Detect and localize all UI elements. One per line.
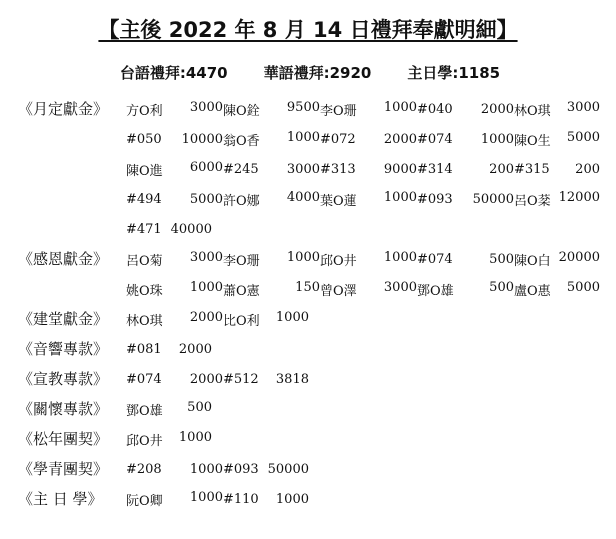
page-title	[0, 14, 616, 44]
donation-amount: 1000	[480, 131, 514, 147]
donation-amount: 2000	[189, 309, 223, 325]
donation-amount: 5000	[189, 191, 223, 207]
donor-name: 鄧O雄	[417, 283, 454, 299]
donation-amount: 1000	[383, 189, 417, 205]
donation-amount: 2000	[189, 371, 223, 387]
donation-amount: 1000	[189, 279, 223, 295]
donor-name: 陳O生	[514, 133, 551, 149]
offering-section	[0, 244, 616, 304]
donation-amount: 3000	[189, 249, 223, 265]
entry-row	[126, 484, 616, 514]
entry-row	[126, 244, 616, 274]
entry-row	[126, 454, 616, 484]
donation-entry	[417, 192, 514, 207]
section-label: 《音響專款》	[18, 340, 109, 358]
donation-entry	[126, 280, 223, 299]
donation-amount: 20000	[558, 249, 600, 265]
donation-entry	[223, 372, 309, 387]
donor-name: #315	[514, 161, 550, 177]
donor-name: #093	[417, 191, 453, 207]
donation-amount: 3000	[566, 99, 600, 115]
donation-amount: 50000	[472, 191, 514, 207]
donor-name: 林O琪	[126, 313, 163, 329]
donation-entry	[320, 250, 417, 269]
donation-amount: 5000	[566, 129, 600, 145]
donation-amount: 1000	[286, 249, 320, 265]
donor-name: #040	[417, 101, 453, 117]
donation-entry	[320, 280, 417, 299]
offering-section	[0, 94, 616, 244]
donor-name: 陳O銓	[223, 103, 260, 119]
donor-name: 邱O井	[126, 433, 163, 449]
donation-entry	[320, 162, 417, 177]
donor-name: 陳O進	[126, 163, 163, 179]
entry-row	[126, 364, 616, 394]
donor-name: 盧O惠	[514, 283, 551, 299]
donor-name: 葉O蓮	[320, 193, 357, 209]
attendance-summary	[100, 62, 520, 83]
donor-name: 方O利	[126, 103, 163, 119]
entry-row	[126, 394, 616, 424]
donation-amount: 1000	[383, 249, 417, 265]
donation-amount: 9500	[286, 99, 320, 115]
donation-entry	[223, 310, 309, 329]
donation-amount: 2000	[480, 101, 514, 117]
donation-amount: 1000	[383, 99, 417, 115]
donation-amount: 150	[295, 279, 320, 295]
donation-entry	[514, 250, 600, 269]
donor-name: 曾O澤	[320, 283, 357, 299]
summary-taiwanese-service: 台語禮拜:4470	[119, 64, 228, 82]
donor-name: #074	[417, 251, 453, 267]
donation-entry	[126, 310, 223, 329]
donation-amount: 10000	[181, 131, 223, 147]
donor-name: #050	[126, 131, 162, 147]
summary-mandarin-service: 華語禮拜:2920	[263, 64, 372, 82]
donor-name: 李O珊	[320, 103, 357, 119]
donation-entry	[126, 462, 223, 477]
donation-entry	[126, 192, 223, 207]
offering-section	[0, 334, 616, 364]
donation-amount: 500	[187, 399, 212, 415]
summary-sunday-school: 主日學:1185	[407, 64, 501, 82]
donation-entry	[126, 132, 223, 147]
section-label: 《主 日 學》	[18, 490, 103, 508]
section-rows	[126, 454, 616, 484]
donation-amount: 3000	[286, 161, 320, 177]
donation-entry	[514, 190, 600, 209]
offering-sections	[0, 94, 616, 514]
donation-amount: 50000	[267, 461, 309, 477]
offering-section	[0, 454, 616, 484]
donation-entry	[223, 492, 309, 507]
donation-entry	[126, 372, 223, 387]
section-label: 《關懷專款》	[18, 400, 109, 418]
donor-name: 林O琪	[514, 103, 551, 119]
offering-section	[0, 364, 616, 394]
donor-name: 蕭O憲	[223, 283, 260, 299]
donor-name: #512	[223, 371, 259, 387]
donor-name: #110	[223, 491, 259, 507]
section-rows	[126, 484, 616, 514]
donation-amount: 6000	[189, 159, 223, 175]
donation-entry	[320, 132, 417, 147]
donor-name: #074	[126, 371, 162, 387]
title-text: 【主後 2022 年 8 月 14 日禮拜奉獻明細】	[98, 18, 518, 42]
entry-row	[126, 154, 616, 184]
entry-row	[126, 214, 616, 244]
donation-amount: 2000	[178, 341, 212, 357]
donation-entry	[514, 100, 600, 119]
entry-row	[126, 334, 616, 364]
donation-amount: 1000	[275, 491, 309, 507]
section-rows	[126, 424, 616, 454]
offering-section	[0, 484, 616, 514]
donor-name: 姚O珠	[126, 283, 163, 299]
donor-name: 許O娜	[223, 193, 260, 209]
donation-amount: 3000	[189, 99, 223, 115]
section-rows	[126, 364, 616, 394]
donation-entry	[417, 162, 514, 177]
donation-amount: 3818	[275, 371, 309, 387]
entry-row	[126, 184, 616, 214]
donation-amount: 2000	[383, 131, 417, 147]
section-rows	[126, 394, 616, 424]
section-label: 《松年團契》	[18, 430, 109, 448]
donation-amount: 1000	[275, 309, 309, 325]
donor-name: #074	[417, 131, 453, 147]
section-label: 《學青團契》	[18, 460, 109, 478]
donor-name: #208	[126, 461, 162, 477]
donor-name: 比O利	[223, 313, 260, 329]
donor-name: 陳O白	[514, 253, 551, 269]
donor-name: 翁O香	[223, 133, 260, 149]
donor-name: #081	[126, 341, 162, 357]
donation-entry	[223, 190, 320, 209]
donation-amount: 500	[489, 251, 514, 267]
donor-name: #093	[223, 461, 259, 477]
section-rows	[126, 304, 616, 334]
donation-entry	[417, 132, 514, 147]
donation-entry	[126, 400, 212, 419]
entry-row	[126, 124, 616, 154]
entry-row	[126, 94, 616, 124]
donation-amount: 500	[489, 279, 514, 295]
donation-entry	[126, 222, 212, 237]
donation-amount: 200	[575, 161, 600, 177]
donation-entry	[417, 252, 514, 267]
donation-entry	[417, 102, 514, 117]
donation-entry	[126, 160, 223, 179]
section-rows	[126, 244, 616, 304]
donation-entry	[417, 280, 514, 299]
donation-entry	[514, 130, 600, 149]
donation-entry	[223, 462, 309, 477]
donation-entry	[320, 190, 417, 209]
offering-section	[0, 304, 616, 334]
section-rows	[126, 94, 616, 244]
donation-amount: 9000	[383, 161, 417, 177]
donor-name: #313	[320, 161, 356, 177]
donation-entry	[126, 342, 212, 357]
offering-section	[0, 424, 616, 454]
donor-name: 呂O菊	[126, 253, 163, 269]
donation-entry	[223, 100, 320, 119]
donor-name: 邱O井	[320, 253, 357, 269]
donation-entry	[514, 280, 600, 299]
donation-amount: 200	[489, 161, 514, 177]
donation-entry	[126, 430, 212, 449]
donation-entry	[126, 250, 223, 269]
entry-row	[126, 304, 616, 334]
donation-entry	[223, 250, 320, 269]
donation-entry	[223, 130, 320, 149]
entry-row	[126, 274, 616, 304]
entry-row	[126, 424, 616, 454]
donation-amount: 1000	[286, 129, 320, 145]
donation-amount: 3000	[383, 279, 417, 295]
donation-amount: 12000	[558, 189, 600, 205]
donation-entry	[223, 280, 320, 299]
donor-name: #245	[223, 161, 259, 177]
donor-name: #471	[126, 221, 162, 237]
section-label: 《宣教專款》	[18, 370, 109, 388]
section-label: 《感恩獻金》	[18, 250, 109, 268]
donor-name: 阮O卿	[126, 493, 163, 509]
donor-name: 李O珊	[223, 253, 260, 269]
donation-entry	[126, 100, 223, 119]
donation-entry	[126, 490, 223, 509]
section-rows	[126, 334, 616, 364]
donation-amount: 1000	[189, 489, 223, 505]
donor-name: #494	[126, 191, 162, 207]
donation-amount: 1000	[189, 461, 223, 477]
donor-name: #072	[320, 131, 356, 147]
section-label: 《月定獻金》	[18, 100, 109, 118]
donation-amount: 1000	[178, 429, 212, 445]
donation-amount: 40000	[170, 221, 212, 237]
section-label: 《建堂獻金》	[18, 310, 109, 328]
offering-section	[0, 394, 616, 424]
donor-name: 鄧O雄	[126, 403, 163, 419]
donor-name: #314	[417, 161, 453, 177]
donor-name: 呂O棻	[514, 193, 551, 209]
donation-entry	[223, 162, 320, 177]
donation-entry	[514, 162, 600, 177]
donation-amount: 5000	[566, 279, 600, 295]
donation-amount: 4000	[286, 189, 320, 205]
donation-entry	[320, 100, 417, 119]
